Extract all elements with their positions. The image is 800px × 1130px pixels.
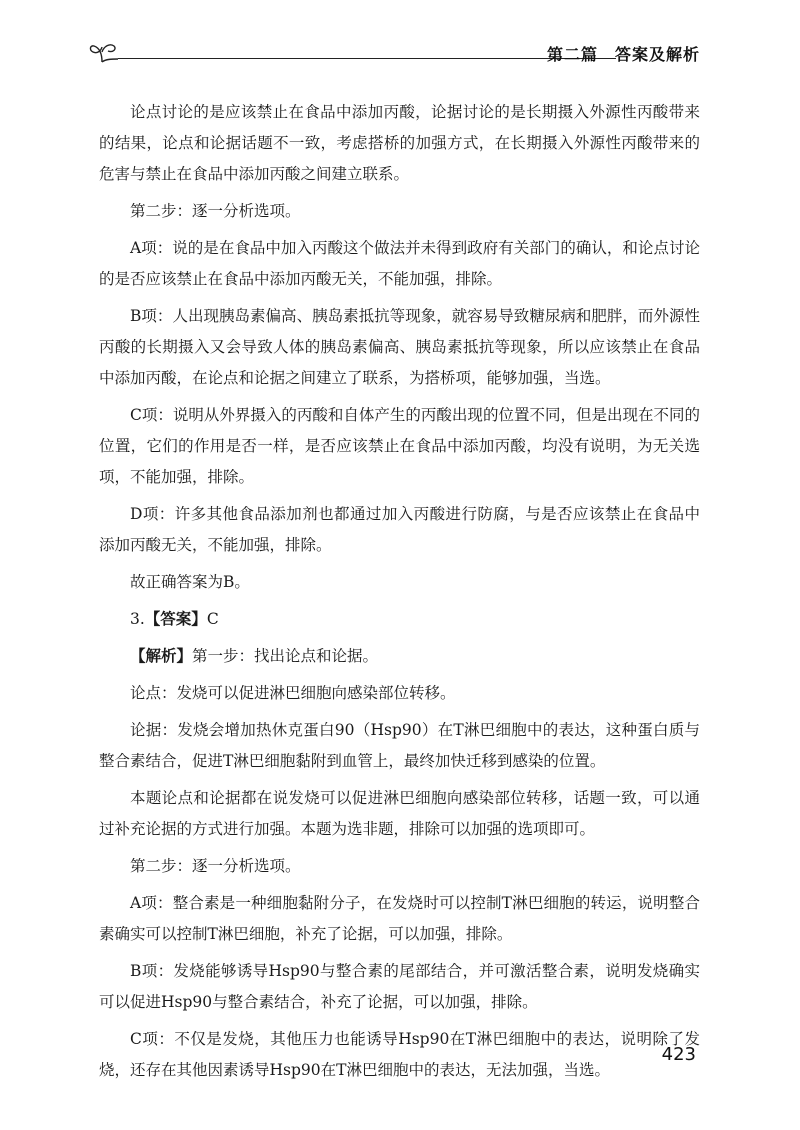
paragraph: B项：发烧能够诱导Hsp90与整合素的尾部结合，并可激活整合素，说明发烧确实可以促进Hsp90与整合素结合，补充了论据，可以加强，排除。: [99, 962, 700, 1011]
sprout-icon: [88, 38, 122, 68]
paragraph: C项：说明从外界摄入的丙酸和自体产生的丙酸出现的位置不同，但是出现在不同的位置，它们的作用是否一样，是否应该禁止在食品中添加丙酸，均没有说明，为无关选项，不能加强，排除。: [99, 406, 700, 486]
header-title: 第二篇 答案及解析: [546, 45, 700, 64]
paragraph: 论据：发烧会增加热休克蛋白90（Hsp90）在T淋巴细胞中的表达，这种蛋白质与整合素结合，促进T淋巴细胞黏附到血管上，最终加快迁移到感染的位置。: [99, 721, 700, 770]
answer-number: 3.: [130, 610, 145, 628]
paragraph: B项：人出现胰岛素偏高、胰岛素抵抗等现象，就容易导致糖尿病和肥胖，而外源性丙酸的长期摄入又会导致人体的胰岛素偏高、胰岛素抵抗等现象，所以应该禁止在食品中添加丙酸，在论点和论据之间建立了联系，为搭桥项，能够加强，当选。: [99, 307, 700, 387]
answer-line: [99, 604, 700, 635]
page-body: [99, 97, 700, 1086]
paragraph: 本题论点和论据都在说发烧可以促进淋巴细胞向感染部位转移，话题一致，可以通过补充论据的方式进行加强。本题为选非题，排除可以加强的选项即可。: [99, 789, 700, 838]
paragraph: D项：许多其他食品添加剂也都通过加入丙酸进行防腐，与是否应该禁止在食品中添加丙酸无关，不能加强，排除。: [99, 505, 700, 554]
paragraph: 论点讨论的是应该禁止在食品中添加丙酸，论据讨论的是长期摄入外源性丙酸带来的结果，论点和论据话题不一致，考虑搭桥的加强方式，在长期摄入外源性丙酸带来的危害与禁止在食品中添加丙酸之间建立联系。: [99, 103, 700, 183]
paragraph: 第二步：逐一分析选项。: [130, 202, 301, 220]
analysis-text: 第一步：找出论点和论据。: [192, 647, 379, 665]
paragraph: 论点：发烧可以促进淋巴细胞向感染部位转移。: [130, 684, 456, 702]
paragraph: A项：说的是在食品中加入丙酸这个做法并未得到政府有关部门的确认，和论点讨论的是否应该禁止在食品中添加丙酸无关，不能加强，排除。: [99, 239, 700, 288]
answer-value: C: [206, 610, 219, 628]
paragraph: 第二步：逐一分析选项。: [130, 857, 301, 875]
paragraph: A项：整合素是一种细胞黏附分子，在发烧时可以控制T淋巴细胞的转运，说明整合素确实可以控制T淋巴细胞，补充了论据，可以加强，排除。: [99, 894, 700, 943]
analysis-tag: 【解析】: [130, 647, 193, 665]
page-number: 423: [661, 1044, 696, 1065]
header-rule: [118, 58, 616, 59]
answer-tag: 【答案】: [144, 610, 207, 628]
page-header: [88, 38, 700, 68]
paragraph: 故正确答案为B。: [130, 573, 250, 591]
paragraph: C项：不仅是发烧，其他压力也能诱导Hsp90在T淋巴细胞中的表达，说明除了发烧，还存在其他因素诱导Hsp90在T淋巴细胞中的表达，无法加强，当选。: [99, 1030, 700, 1079]
analysis-line: [99, 641, 700, 672]
